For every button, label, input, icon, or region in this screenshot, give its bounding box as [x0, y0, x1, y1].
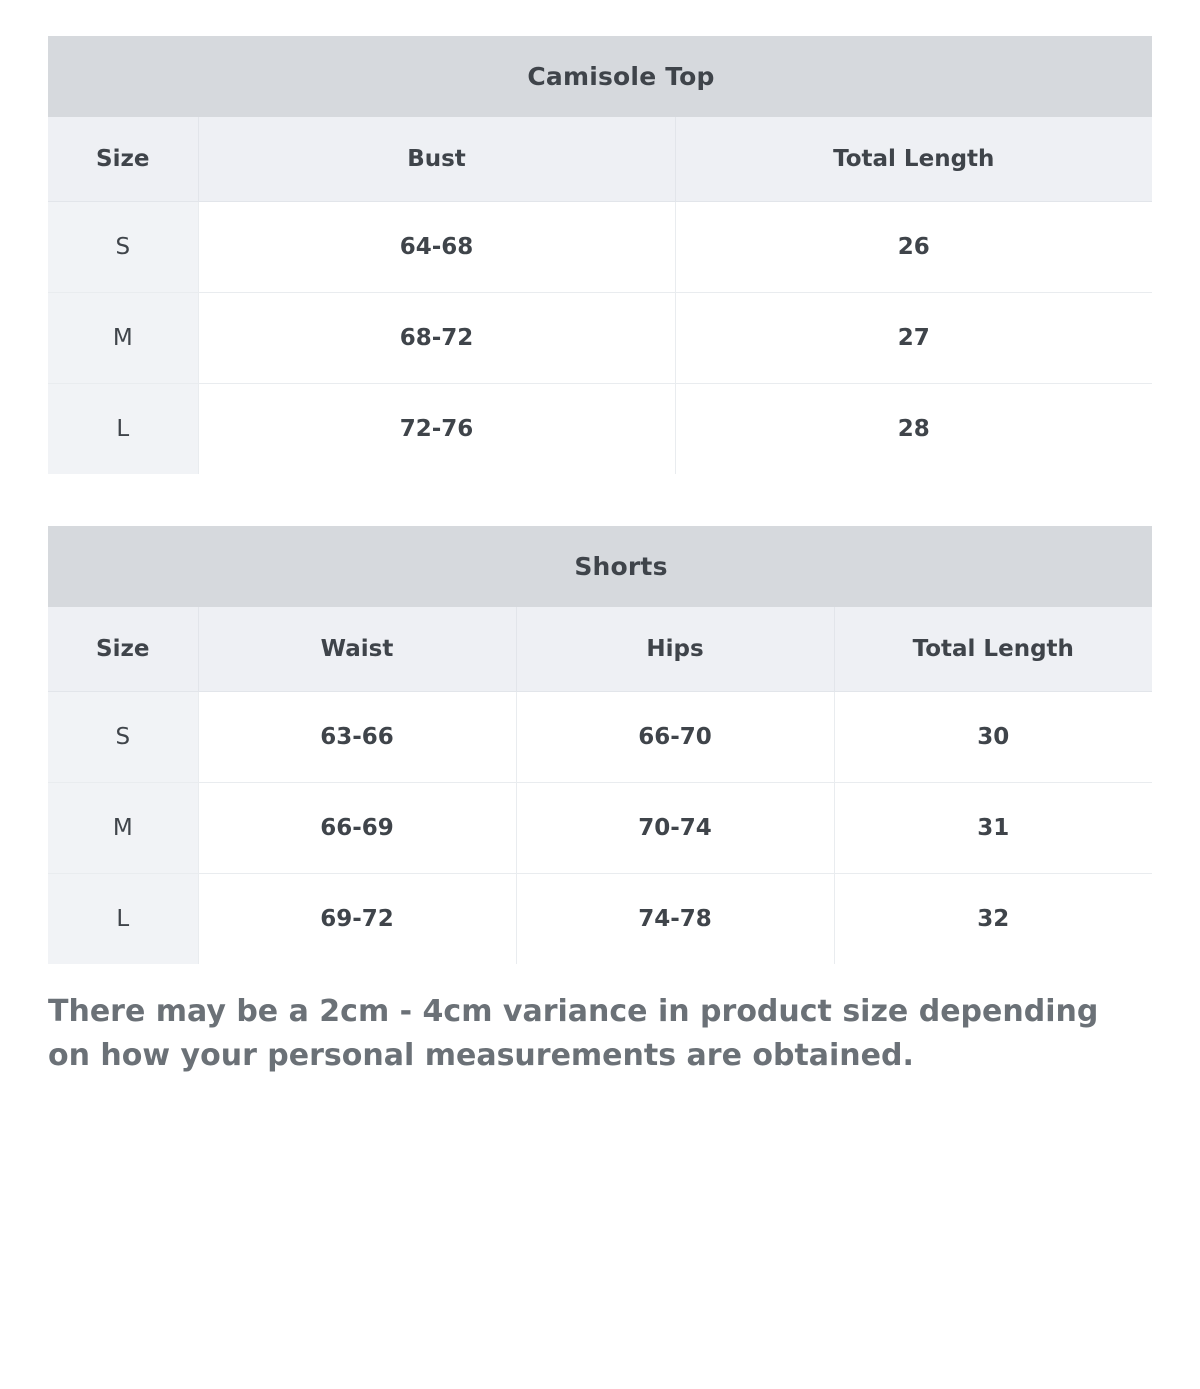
- cell-total-length: 26: [675, 202, 1152, 293]
- cell-size: S: [48, 692, 198, 783]
- cell-hips: 66-70: [516, 692, 834, 783]
- size-table-camisole-top: [48, 36, 1152, 474]
- cell-bust: 68-72: [198, 293, 675, 384]
- table-row: [48, 202, 1152, 293]
- table-title: Shorts: [48, 526, 1152, 607]
- cell-size: L: [48, 384, 198, 475]
- cell-total-length: 31: [834, 783, 1152, 874]
- size-table-shorts: [48, 526, 1152, 964]
- table-row: [48, 783, 1152, 874]
- table-row: [48, 874, 1152, 965]
- cell-hips: 74-78: [516, 874, 834, 965]
- column-header-waist: Waist: [198, 607, 516, 692]
- column-header-total-length: Total Length: [834, 607, 1152, 692]
- column-header-total-length: Total Length: [675, 117, 1152, 202]
- column-header-bust: Bust: [198, 117, 675, 202]
- cell-total-length: 30: [834, 692, 1152, 783]
- cell-total-length: 27: [675, 293, 1152, 384]
- cell-total-length: 28: [675, 384, 1152, 475]
- cell-waist: 66-69: [198, 783, 516, 874]
- table-title-row: [48, 36, 1152, 117]
- column-header-size: Size: [48, 117, 198, 202]
- cell-bust: 64-68: [198, 202, 675, 293]
- table-row: [48, 293, 1152, 384]
- cell-size: M: [48, 293, 198, 384]
- cell-waist: 69-72: [198, 874, 516, 965]
- table-row: [48, 692, 1152, 783]
- table-title-row: [48, 526, 1152, 607]
- cell-size: M: [48, 783, 198, 874]
- table-header-row: [48, 607, 1152, 692]
- cell-waist: 63-66: [198, 692, 516, 783]
- table-title: Camisole Top: [48, 36, 1152, 117]
- table-header-row: [48, 117, 1152, 202]
- column-header-size: Size: [48, 607, 198, 692]
- cell-hips: 70-74: [516, 783, 834, 874]
- column-header-hips: Hips: [516, 607, 834, 692]
- size-variance-note: There may be a 2cm - 4cm variance in product size depending on how your personal measurements are obtained.: [48, 994, 1099, 1073]
- cell-bust: 72-76: [198, 384, 675, 475]
- cell-size: S: [48, 202, 198, 293]
- cell-size: L: [48, 874, 198, 965]
- table-row: [48, 384, 1152, 475]
- cell-total-length: 32: [834, 874, 1152, 965]
